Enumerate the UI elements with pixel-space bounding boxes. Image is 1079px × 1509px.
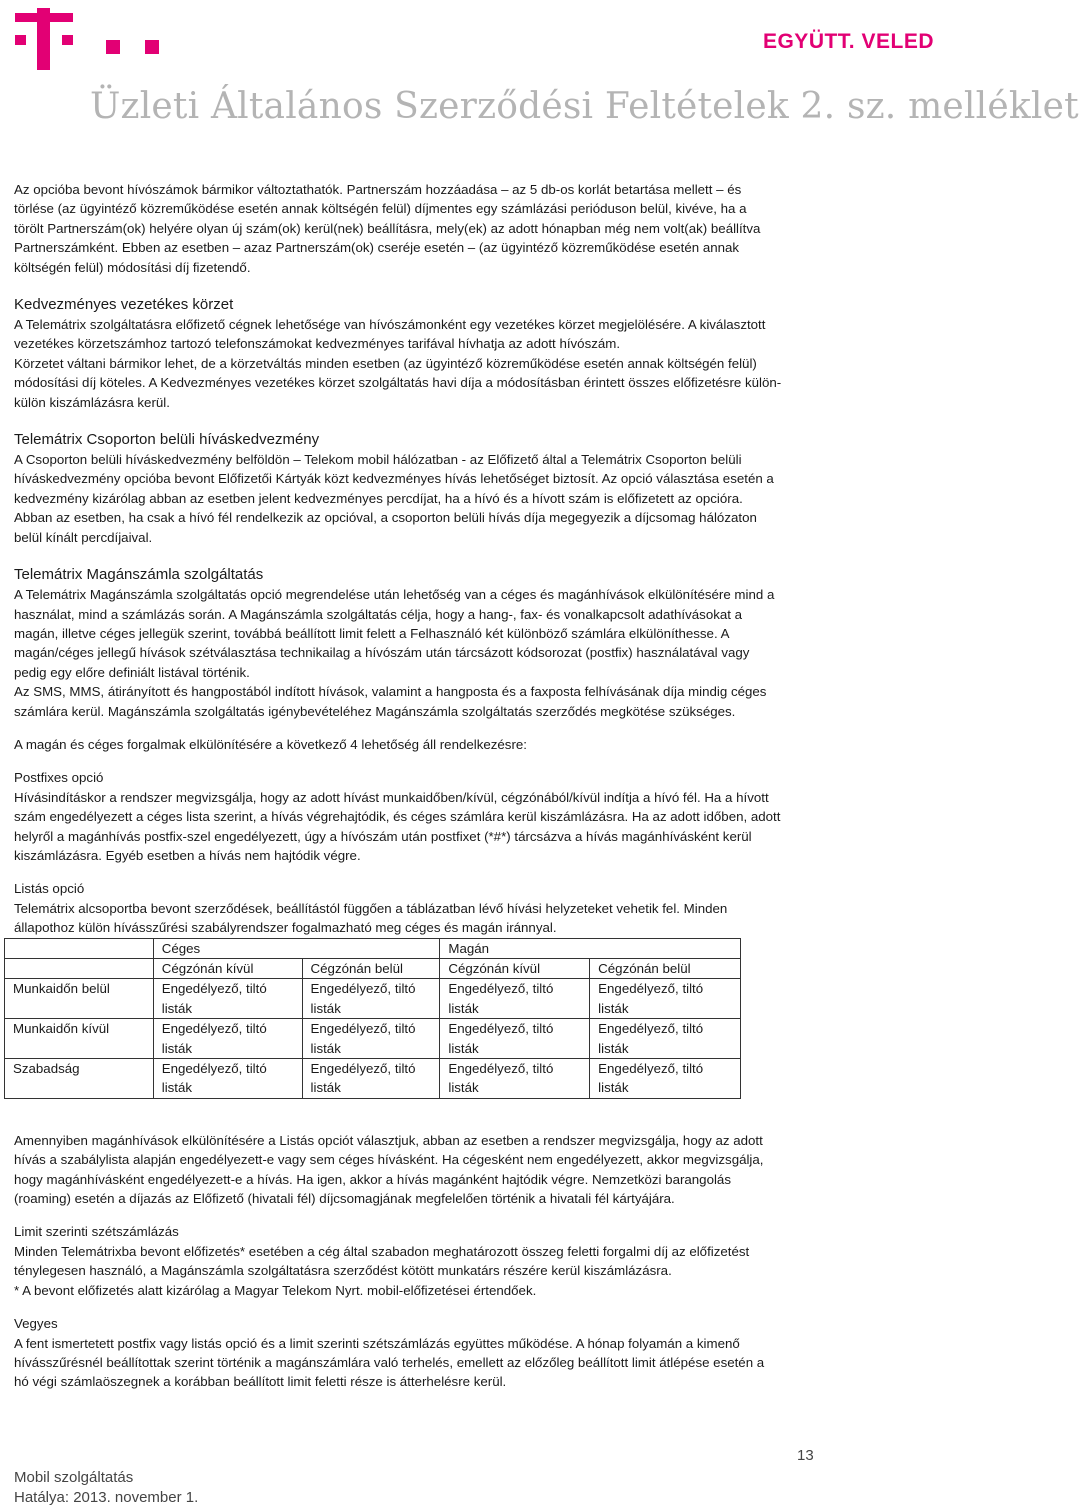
brand-slogan: EGYÜTT. VELED xyxy=(762,30,934,53)
call-filter-rules-table xyxy=(4,938,741,1099)
paragraph-line: Körzetet váltani bármikor lehet, de a körzetváltás minden esetben (az ügyintéző közreműködése esetén annak költségén felül) xyxy=(14,355,757,371)
paragraph-line: számlára kerül. Magánszámla szolgáltatás igénybevételéhez Magánszámla szolgáltatás szerződés megkötése szükséges. xyxy=(14,703,736,719)
subsection-heading: Vegyes xyxy=(14,1316,58,1332)
section-heading: Kedvezményes vezetékes körzet xyxy=(14,296,234,314)
paragraph-line: A Csoporton belüli híváskedvezmény belföldön – Telekom mobil hálózatban - az Előfizető által a Telemátrix Csoporton belüli xyxy=(14,452,742,468)
table-header-cell: Cégzónán belül xyxy=(590,959,741,979)
paragraph-line: kiszámlázásra. Egyéb esetben a hívás nem hajtódik végre. xyxy=(14,847,361,863)
telekom-logo xyxy=(15,8,155,74)
paragraph-line: hívásszűrésnél beállítottak szerint történik a magánszámlára való terhelés, emellett az előzőleg beállított limit átlépése esetén a xyxy=(14,1354,765,1370)
paragraph-line: hogy magánhívásként engedélyezett-e a hívás. Ha igen, akkor a hívás magánként hajtódik végre. Nemzetközi barangolás xyxy=(14,1171,731,1187)
table-row-label: Munkaidőn kívül xyxy=(5,1019,154,1059)
table-cell: Engedélyező, tiltó listák xyxy=(153,1059,302,1099)
paragraph-line: használat, mind a számlázás során. A Magánszámla szolgáltatás célja, hogy a hang-, fax- és vonalkapcsolt adathívásokat a xyxy=(14,606,743,622)
logo-t-left-square xyxy=(15,35,26,45)
table-cell: Engedélyező, tiltó listák xyxy=(153,1019,302,1059)
footer-effective-date: Hatálya: 2013. november 1. xyxy=(14,1489,199,1506)
intro-line: törlése (az ügyintéző közreműködése esetén annak költségén felül) díjmentes egy számlázási perióduson belül, kivéve, ha a xyxy=(14,201,747,217)
paragraph-line: külön kiszámlázásra kerül. xyxy=(14,394,170,410)
table-row xyxy=(5,979,741,1019)
table-header-cell: Cégzónán kívül xyxy=(153,959,302,979)
options-intro: A magán és céges forgalmak elkülönítésére a következő 4 lehetőség áll rendelkezésre: xyxy=(14,736,527,752)
paragraph-line: A Telemátrix Magánszámla szolgáltatás opció megrendelése után lehetőség van a céges és magánhívások elkülönítésére mind a xyxy=(14,587,775,603)
table-row-label: Munkaidőn belül xyxy=(5,979,154,1019)
table-cell: Engedélyező, tiltó listák xyxy=(153,979,302,1019)
subsection-heading: Limit szerinti szétszámlázás xyxy=(14,1224,179,1240)
table-header-cell: Magán xyxy=(440,938,741,958)
paragraph-line: hó végi számlaöszegnek a korábban beállított limit feletti része is átterhelésre kerül. xyxy=(14,1374,507,1390)
table-header-cell: Céges xyxy=(153,938,440,958)
paragraph-line: pedig egy előre definiált listával történik. xyxy=(14,664,250,680)
paragraph-line: módosítási díj köteles. A Kedvezményes vezetékes körzet szolgáltatás havi díja a módosításban érintett összes előfizetésre külön- xyxy=(14,375,782,391)
paragraph-line: A Telemátrix szolgáltatásra előfizető cégnek lehetősége van hívószámonként egy vezetékes körzet megjelölésére. A kiválasztott xyxy=(14,317,766,333)
logo-dot xyxy=(106,40,120,54)
footnote-line: * A bevont előfizetés alatt kizárólag a Magyar Telekom Nyrt. mobil-előfizetései értendőek. xyxy=(14,1282,537,1298)
table-cell: Engedélyező, tiltó listák xyxy=(302,979,440,1019)
page-number: 13 xyxy=(797,1447,814,1464)
paragraph-line: magán/céges jellegű hívások szétválasztása technikailag a hívószám után tárcsázott kódsorozat (postfix) használatával vagy xyxy=(14,645,750,661)
table-cell: Engedélyező, tiltó listák xyxy=(440,1019,590,1059)
table-cell: Engedélyező, tiltó listák xyxy=(590,1019,741,1059)
table-corner-cell xyxy=(5,959,154,979)
intro-line: Partnerszámként. Ebben az esetben – azaz Partnerszám(ok) cseréje esetén – (az ügyintéző közreműködése esetén annak xyxy=(14,240,740,256)
section-heading: Telemátrix Csoporton belüli híváskedvezmény xyxy=(14,431,320,449)
subsection-heading: Postfixes opció xyxy=(14,770,104,786)
intro-line: törölt Partnerszám(ok) helyére olyan új szám(ok) kerül(nek) beállításra, mely(ek) az adott hónapban még nem volt(ak) beállítva xyxy=(14,220,761,236)
table-cell: Engedélyező, tiltó listák xyxy=(590,979,741,1019)
intro-line: költségén felül) módosítási díj fizetendő. xyxy=(14,259,251,275)
document-body xyxy=(14,180,824,1392)
table-cell: Engedélyező, tiltó listák xyxy=(440,979,590,1019)
table-header-row xyxy=(5,959,741,979)
table-row xyxy=(5,1059,741,1099)
paragraph-line: Amennyiben magánhívások elkülönítésére a Listás opciót választjuk, abban az esetben a rendszer megvizsgálja, hogy az adott xyxy=(14,1132,763,1148)
table-header-cell: Cégzónán belül xyxy=(302,959,440,979)
paragraph-line: helyről a magánhívás postfix-szel engedélyezett, úgy a hívószám után postfixet (*#*) tárcsázva a hívás magánhívásként kerül xyxy=(14,828,752,844)
table-cell: Engedélyező, tiltó listák xyxy=(440,1059,590,1099)
logo-dot xyxy=(145,40,159,54)
logo-t-stem xyxy=(37,8,50,70)
paragraph-line: hívás a szabálylista alapján engedélyezett-e vagy sem céges hívásként. Ha cégesként nem engedélyezett, akkor megvizsgálja, xyxy=(14,1152,764,1168)
paragraph-line: kedvezmény kizárólag abban az esetben jelent kedvezményes percdíjat, ha a hívó és a hívott szám is előfizetett az opcióra. xyxy=(14,490,743,506)
paragraph-line: ténylegesen használó, a Magánszámla szolgáltatásra szerződést kötött munkatárs részére kerül kiszámlázásra. xyxy=(14,1263,672,1279)
paragraph-line: (roaming) esetén a díjazás az Előfizető (hivatali fél) díjcsomagjának megfelelően történik a hivatali fél kártyájára. xyxy=(14,1191,675,1207)
paragraph-line: A fent ismertetett postfix vagy listás opció és a limit szerinti szétszámlázás együttes működése. A hónap folyamán a kimenő xyxy=(14,1335,740,1351)
table-row xyxy=(5,1019,741,1059)
paragraph-line: belül kínált percdíjaival. xyxy=(14,529,153,545)
table-cell: Engedélyező, tiltó listák xyxy=(590,1059,741,1099)
paragraph-line: állapothoz külön hívásszűrési szabályrendszer fogalmazható meg céges és magán iránnyal. xyxy=(14,920,557,936)
paragraph-line: híváskedvezmény opcióba bevont Előfizetői Kártyák közt kedvezményes hívás lehetőséget biztosít. Az opció választása esetén a xyxy=(14,471,774,487)
footer-service: Mobil szolgáltatás xyxy=(14,1469,134,1486)
page-footer xyxy=(14,1468,198,1508)
paragraph-line: Minden Telemátrixba bevont előfizetés* esetében a cég által szabadon meghatározott összeg feletti forgalmi díj az előfizetést xyxy=(14,1243,750,1259)
paragraph-line: Az SMS, MMS, átirányított és hangpostából indított hívások, valamint a hangposta és a faxposta felhívásának díja mindig céges xyxy=(14,684,767,700)
table-header-cell: Cégzónán kívül xyxy=(440,959,590,979)
section-heading: Telemátrix Magánszámla szolgáltatás xyxy=(14,566,264,584)
paragraph-line: Telemátrix alcsoportba bevont szerződések, beállítástól függően a táblázatban lévő hívási helyzeteket vehetik fel. Minden xyxy=(14,900,728,916)
table-corner-cell xyxy=(5,938,154,958)
document-title: Üzleti Általános Szerződési Feltételek 2. sz. melléklet xyxy=(90,86,1079,127)
paragraph-line: szám engedélyezett a céges lista szerint, a hívás végrehajtódik, és céges számlára kerül kiszámlázásra. Ha az adott időben, adott xyxy=(14,809,781,825)
paragraph-line: vezetékes körzetszámhoz tartozó telefonszámokat kedvezményes tarifával hívhatja az adott hívószám. xyxy=(14,336,621,352)
paragraph-line: Hívásindításkor a rendszer megvizsgálja, hogy az adott hívást munkaidőben/kívül, cégzónából/kívül indítja a hívó fél. Ha a hívott xyxy=(14,789,769,805)
table-cell: Engedélyező, tiltó listák xyxy=(302,1019,440,1059)
table-row-label: Szabadság xyxy=(5,1059,154,1099)
subsection-heading: Listás opció xyxy=(14,881,85,897)
paragraph-line: Abban az esetben, ha csak a hívó fél rendelkezik az opcióval, a csoporton belüli hívás díja megegyezik a díjcsomag hálózaton xyxy=(14,510,757,526)
table-cell: Engedélyező, tiltó listák xyxy=(302,1059,440,1099)
paragraph-line: magán, illetve céges jellegük szerint, továbbá beállított limit felett a Felhasználó két különböző számlára elkülöníthesse. A xyxy=(14,625,730,641)
logo-t-right-square xyxy=(62,35,73,45)
table-header-row xyxy=(5,938,741,958)
intro-line: Az opcióba bevont hívószámok bármikor változtathatók. Partnerszám hozzáadása – az 5 db-os korlát betartása mellett – és xyxy=(14,182,742,197)
